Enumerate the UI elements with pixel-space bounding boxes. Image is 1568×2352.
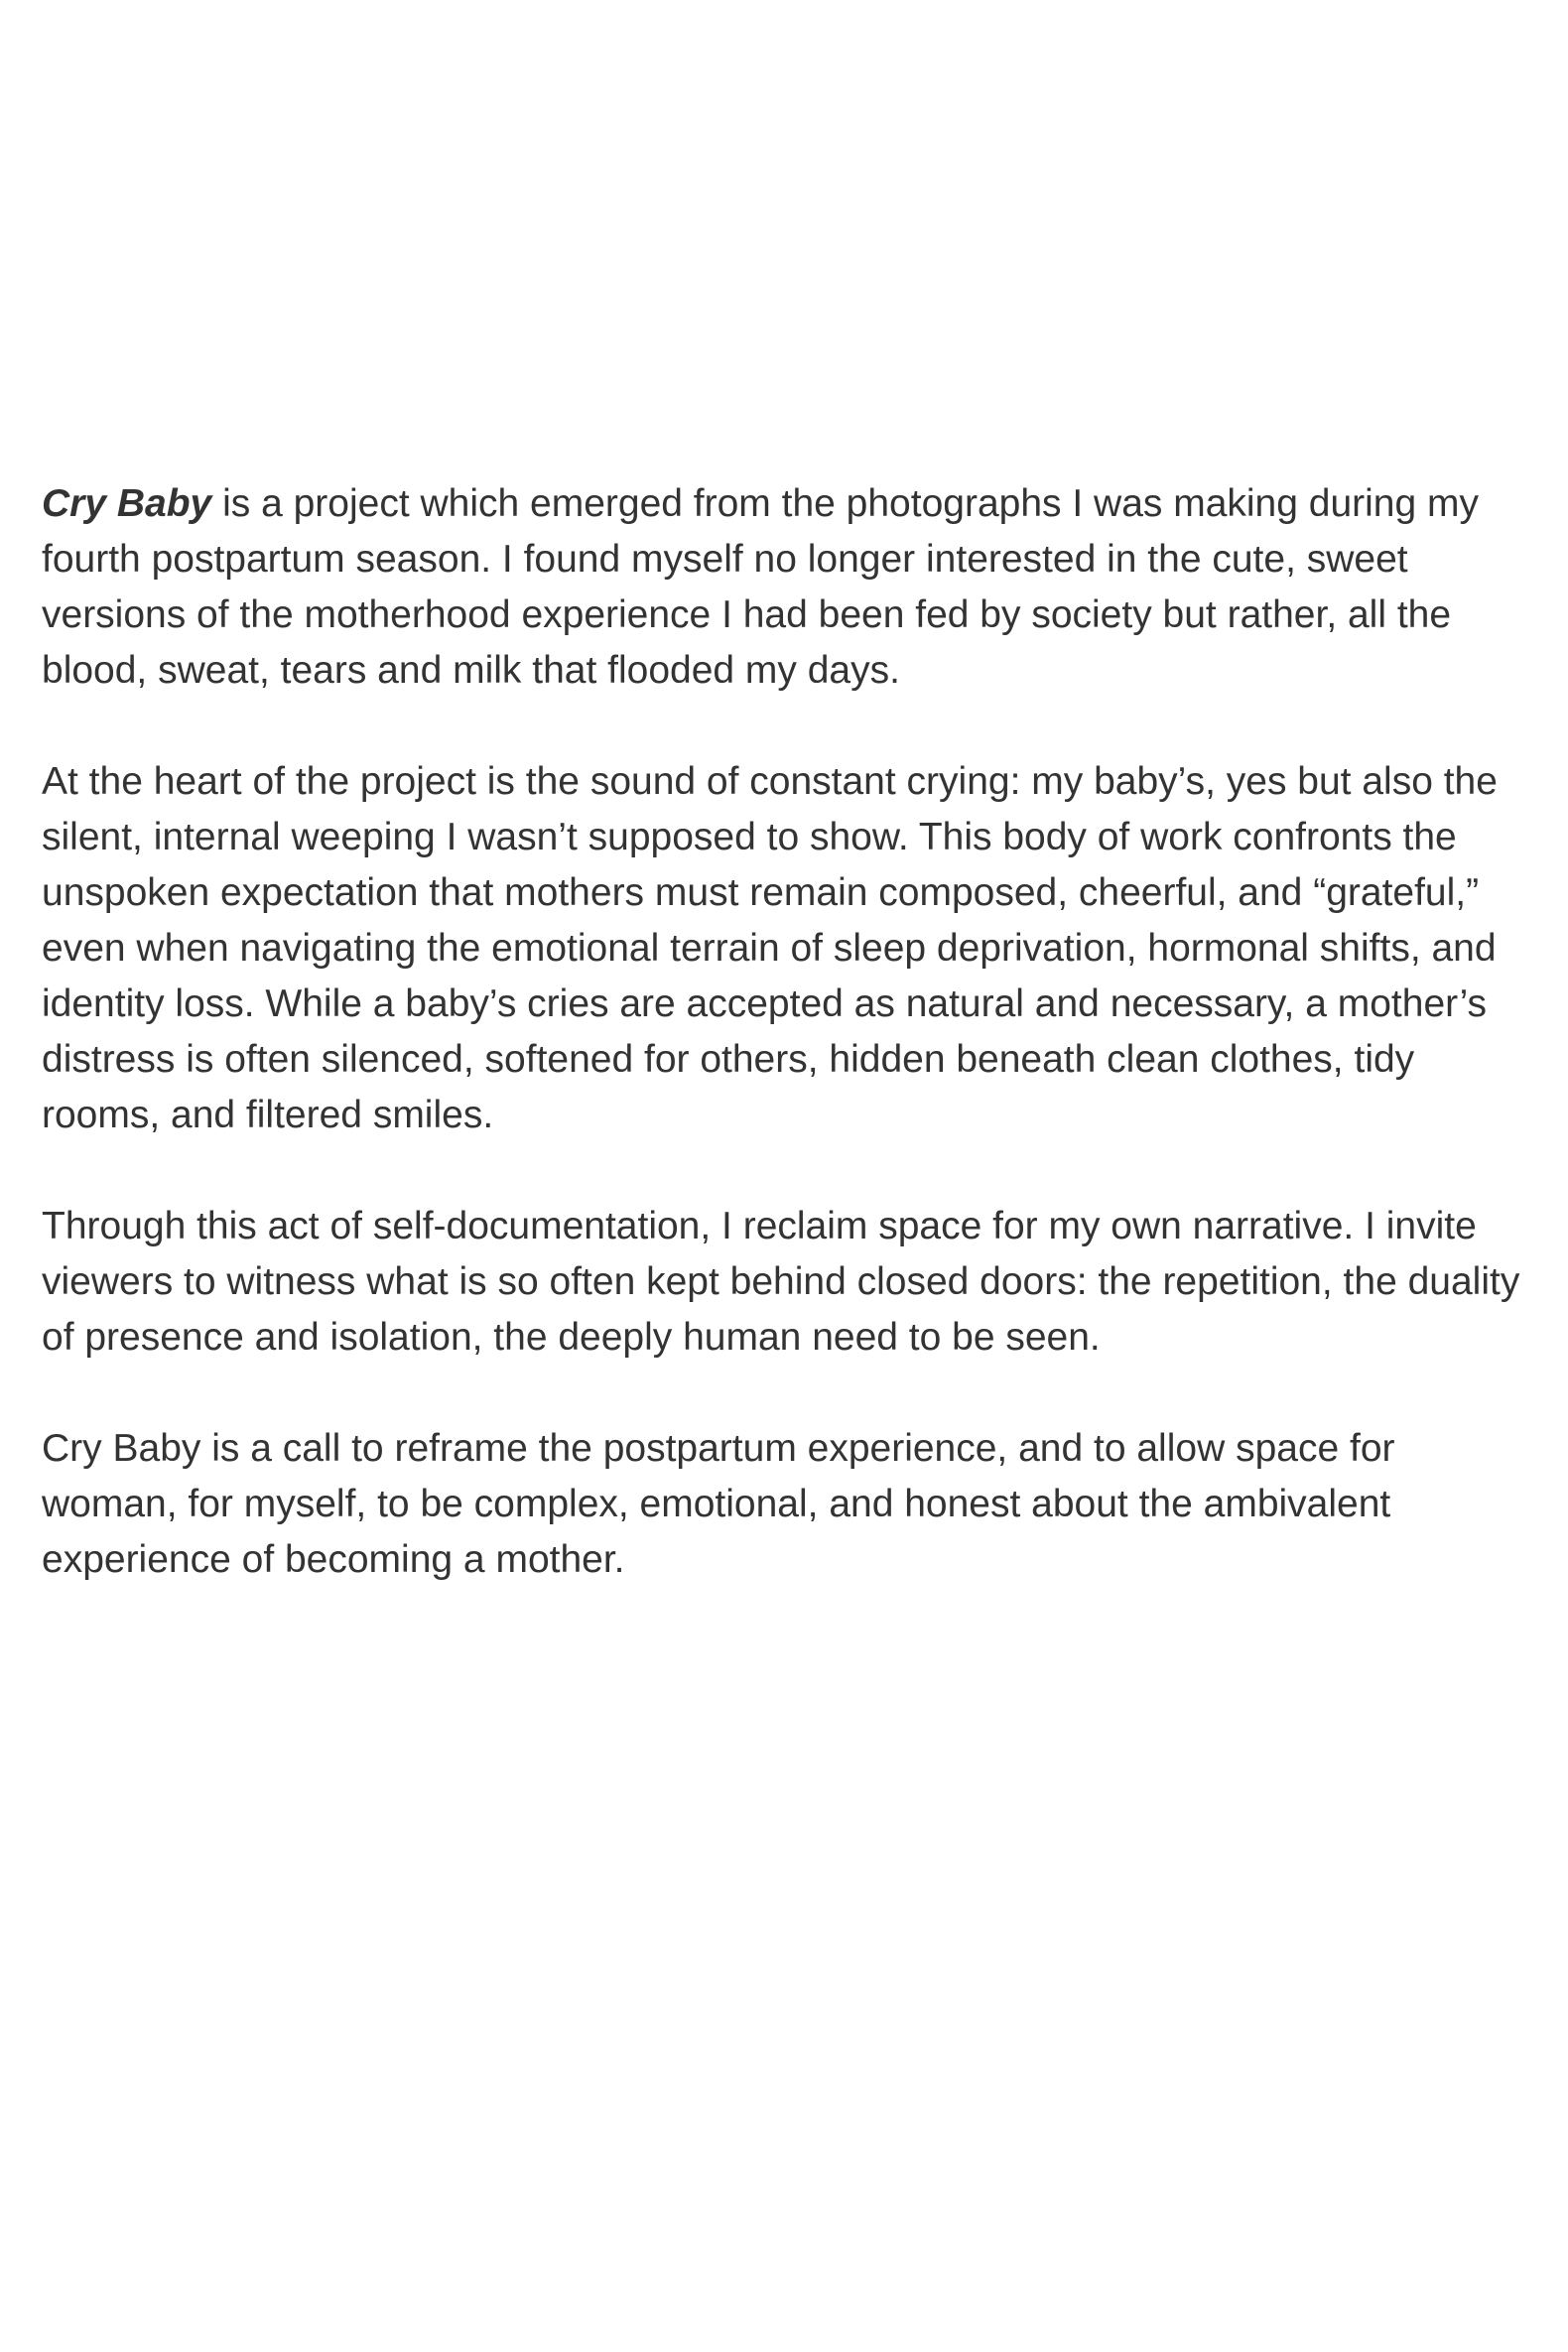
statement-paragraph-3: Through this act of self-documentation, I reclaim space for my own narrative. I invite viewers to witness what is so often kept behind closed doors: the repetition, the duality of presence and isolation, the deeply human need to be seen. (42, 1205, 1520, 1359)
statement-paragraph-1 (42, 476, 1540, 699)
statement-paragraph-2: At the heart of the project is the sound of constant crying: my baby’s, yes but also the silent, internal weeping I wasn’t supposed to show. This body of work confronts the unspoken expectation that mothers must remain composed, cheerful, and “grateful,” even when navigating the emotional terrain of sleep deprivation, hormonal shifts, and identity loss. While a baby’s cries are accepted as natural and necessary, a mother’s distress is often silenced, softened for others, hidden beneath clean clothes, tidy rooms, and filtered smiles. (42, 760, 1498, 1136)
statement-paragraph-4: Cry Baby is a call to reframe the postpartum experience, and to allow space for woman, for myself, to be complex, emotional, and honest about the ambivalent experience of becoming a mother. (42, 1427, 1395, 1581)
artist-statement (42, 476, 1540, 1643)
project-title: Cry Baby (42, 482, 212, 525)
paragraph-1-text: is a project which emerged from the photographs I was making during my fourth postpartum season. I found myself no longer interested in the cute, sweet versions of the motherhood experience I had been fed by society but rather, all the blood, sweat, tears and milk that flooded my days. (42, 482, 1480, 692)
